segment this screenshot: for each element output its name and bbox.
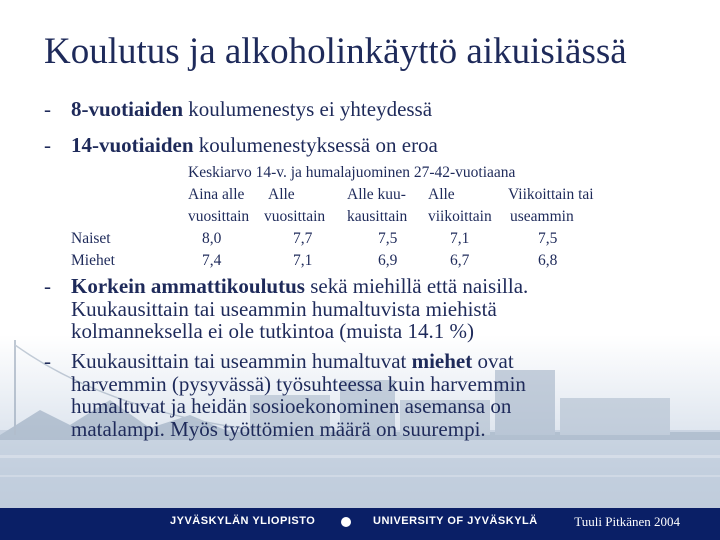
table-header-col4-line1: Alle — [428, 186, 455, 203]
table-caption: Keskiarvo 14-v. ja humalajuominen 27-42-vuotiaana — [188, 164, 516, 181]
table-header-col3-line2: kausittain — [347, 208, 408, 225]
paragraph-line: harvemmin (pysyvässä) työsuhteessa kuin harvemmin — [71, 371, 526, 396]
bullet-bold-text: Korkein ammattikoulutus — [71, 274, 305, 298]
bullet-text: sekä miehillä että naisilla. — [304, 274, 529, 298]
table-header-col2-line2: vuosittain — [264, 208, 326, 225]
row-label-miehet: Miehet — [71, 252, 115, 269]
table-cell: 6,9 — [378, 252, 398, 269]
table-cell: 7,1 — [450, 230, 470, 247]
bullet-text: koulumenestys ei yhteydessä — [183, 97, 433, 121]
bullet-bold-text: 8-vuotiaiden — [71, 97, 184, 121]
table-cell: 6,7 — [450, 252, 470, 269]
table-cell: 6,8 — [538, 252, 558, 269]
paragraph-line: humaltuvat ja heidän sosioekonominen asemansa on — [71, 394, 512, 418]
paragraph-men — [71, 350, 526, 440]
table-cell: 7,5 — [378, 230, 398, 247]
paragraph-line: Kuukausittain tai useammin humaltuvista miehistä — [71, 296, 497, 321]
bullet-bold-text: 14-vuotiaiden — [71, 133, 194, 157]
table-header-col5-line1: Viikoittain tai — [508, 186, 594, 203]
bullet-text: Kuukausittain tai useammin humaltuvat — [71, 349, 412, 373]
university-name-en: UNIVERSITY OF JYVÄSKYLÄ — [373, 515, 538, 527]
table-cell: 7,7 — [293, 230, 313, 247]
table-cell: 7,1 — [293, 252, 313, 269]
table-header-col3-line1: Alle kuu- — [347, 186, 406, 203]
slide-title: Koulutus ja alkoholinkäyttö aikuisiässä — [44, 31, 627, 72]
table-cell: 8,0 — [202, 230, 222, 247]
bullet-dash: - — [44, 349, 51, 373]
author-credit: Tuuli Pitkänen 2004 — [574, 514, 680, 529]
university-logo-icon — [341, 517, 351, 527]
paragraph-line: matalampi. Myös työttömien määrä on suurempi. — [71, 416, 486, 441]
bullet-dash: - — [44, 97, 51, 121]
table-header-col1-line1: Aina alle — [188, 186, 245, 203]
paragraph-line: kolmanneksella ei ole tutkintoa (muista 14.1 %) — [71, 319, 474, 343]
bullet-text: ovat — [472, 349, 514, 373]
table-header-col1-line2: vuosittain — [188, 208, 250, 225]
bullet-text: koulumenestyksessä on eroa — [193, 133, 438, 157]
table-header-col5-line2: useammin — [510, 208, 574, 225]
table-cell: 7,4 — [202, 252, 222, 269]
table-header-col4-line2: viikoittain — [428, 208, 492, 225]
table-header-col2-line1: Alle — [268, 186, 295, 203]
paragraph-education — [71, 275, 528, 343]
row-label-naiset: Naiset — [71, 230, 111, 247]
university-name-fi: JYVÄSKYLÄN YLIOPISTO — [170, 515, 316, 527]
bullet-bold-text: miehet — [411, 349, 473, 373]
footer-bar — [0, 508, 720, 540]
table-cell: 7,5 — [538, 230, 558, 247]
bullet-dash: - — [44, 133, 51, 157]
bullet-dash: - — [44, 274, 51, 298]
